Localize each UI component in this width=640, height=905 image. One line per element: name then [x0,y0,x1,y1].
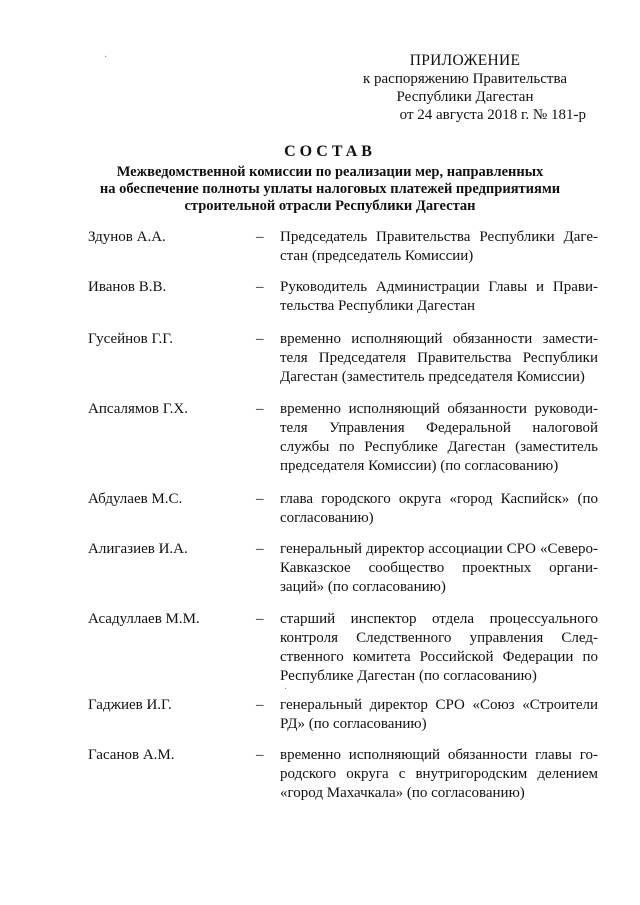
member-dash: – [256,279,264,295]
member-dash: – [256,611,264,627]
member-dash: – [256,697,264,713]
appendix-title: ПРИЛОЖЕНИЕ [409,52,521,69]
member-role-line: стан (председатель Комиссии) [280,248,474,264]
member-role-line: председателя Комиссии) (по согласованию) [280,458,559,474]
appendix-line-1: к распоряжению Правительства [362,71,567,87]
appendix-date: от 24 августа 2018 г. № 181-р [399,107,586,123]
member-role [280,400,598,476]
member-dash: – [256,541,264,557]
member-role-line: старший инспектор отдела процессуального [280,611,598,627]
member-role-line: теля Управления Федеральной налоговой [280,420,598,436]
member-dash: – [256,747,264,763]
appendix-block [340,52,590,124]
member-name: Гаджиев И.Г. [88,697,172,713]
member-role [280,746,598,803]
member-role-line: РД» (по согласованию) [280,716,427,732]
member-role-line: ственного комитета Российской Федерации по [280,649,598,665]
member-role-line: генеральный директор СРО «Союз «Строители [280,697,598,713]
member-row [88,490,600,528]
member-role-line: временно исполняющий обязанности руководи- [280,401,598,417]
member-role-line: тельства Республики Дагестан [280,298,475,314]
member-name: Иванов В.В. [88,279,167,295]
member-role [280,228,598,266]
member-role-line: глава городского округа «город Каспийск» (по [280,491,598,507]
member-role-line: родского округа с внутригородским делением [280,766,598,782]
member-dash: – [256,491,264,507]
member-role [280,490,598,528]
member-name: Асадуллаев М.М. [88,611,200,627]
member-role-line: Руководитель Администрации Главы и Прави- [280,279,598,295]
member-role [280,330,598,387]
member-row [88,610,600,686]
document-subtitle-line-1: Межведомственной комиссии по реализации мер, направленных [116,164,544,180]
member-role-line: «город Махачкала» (по согласованию) [280,785,525,801]
member-role-line: Дагестан (заместитель председателя Комиссии) [280,369,585,385]
member-row [88,228,600,266]
heading-block [60,142,600,215]
member-role [280,610,598,686]
member-role [280,696,598,734]
member-role-line: согласованию) [280,510,374,526]
member-row [88,278,600,316]
member-row [88,400,600,476]
member-role-line: генеральный директор ассоциации СРО «Северо- [280,541,598,557]
member-role-line: контроля Следственного управления След- [280,630,598,646]
member-role-line: Республике Дагестан (по согласованию) [280,668,537,684]
member-name: Абдулаев М.С. [88,491,183,507]
member-row [88,330,600,387]
member-role-line: временно исполняющий обязанности замести- [280,331,598,347]
scan-mark: · [104,52,108,63]
document-title: СОСТАВ [284,143,376,160]
member-role-line: службы по Республике Дагестан (заместитель [280,439,598,455]
member-name: Гусейнов Г.Г. [88,331,173,347]
member-row [88,746,600,803]
appendix-line-2: Республики Дагестан [396,89,534,105]
scan-mark: · [284,684,288,695]
member-name: Здунов А.А. [88,229,166,245]
member-role-line: теля Председателя Правительства Республики [280,350,598,366]
member-dash: – [256,229,264,245]
member-role [280,540,598,597]
document-subtitle-line-3: строительной отрасли Республики Дагестан [184,198,476,214]
document-subtitle-line-2: на обеспечение полноты уплаты налоговых платежей предприятиями [99,181,561,197]
member-name: Гасанов А.М. [88,747,175,763]
member-dash: – [256,331,264,347]
member-role-line: Кавказское сообщество проектных органи- [280,560,598,576]
member-name: Апсалямов Г.Х. [88,401,189,417]
member-role [280,278,598,316]
member-role-line: временно исполняющий обязанности главы го- [280,747,598,763]
member-name: Алигазиев И.А. [88,541,188,557]
member-role-line: заций» (по согласованию) [280,579,446,595]
member-role-line: Председатель Правительства Республики Даге- [280,229,598,245]
member-row [88,696,600,734]
member-row [88,540,600,597]
member-dash: – [256,401,264,417]
